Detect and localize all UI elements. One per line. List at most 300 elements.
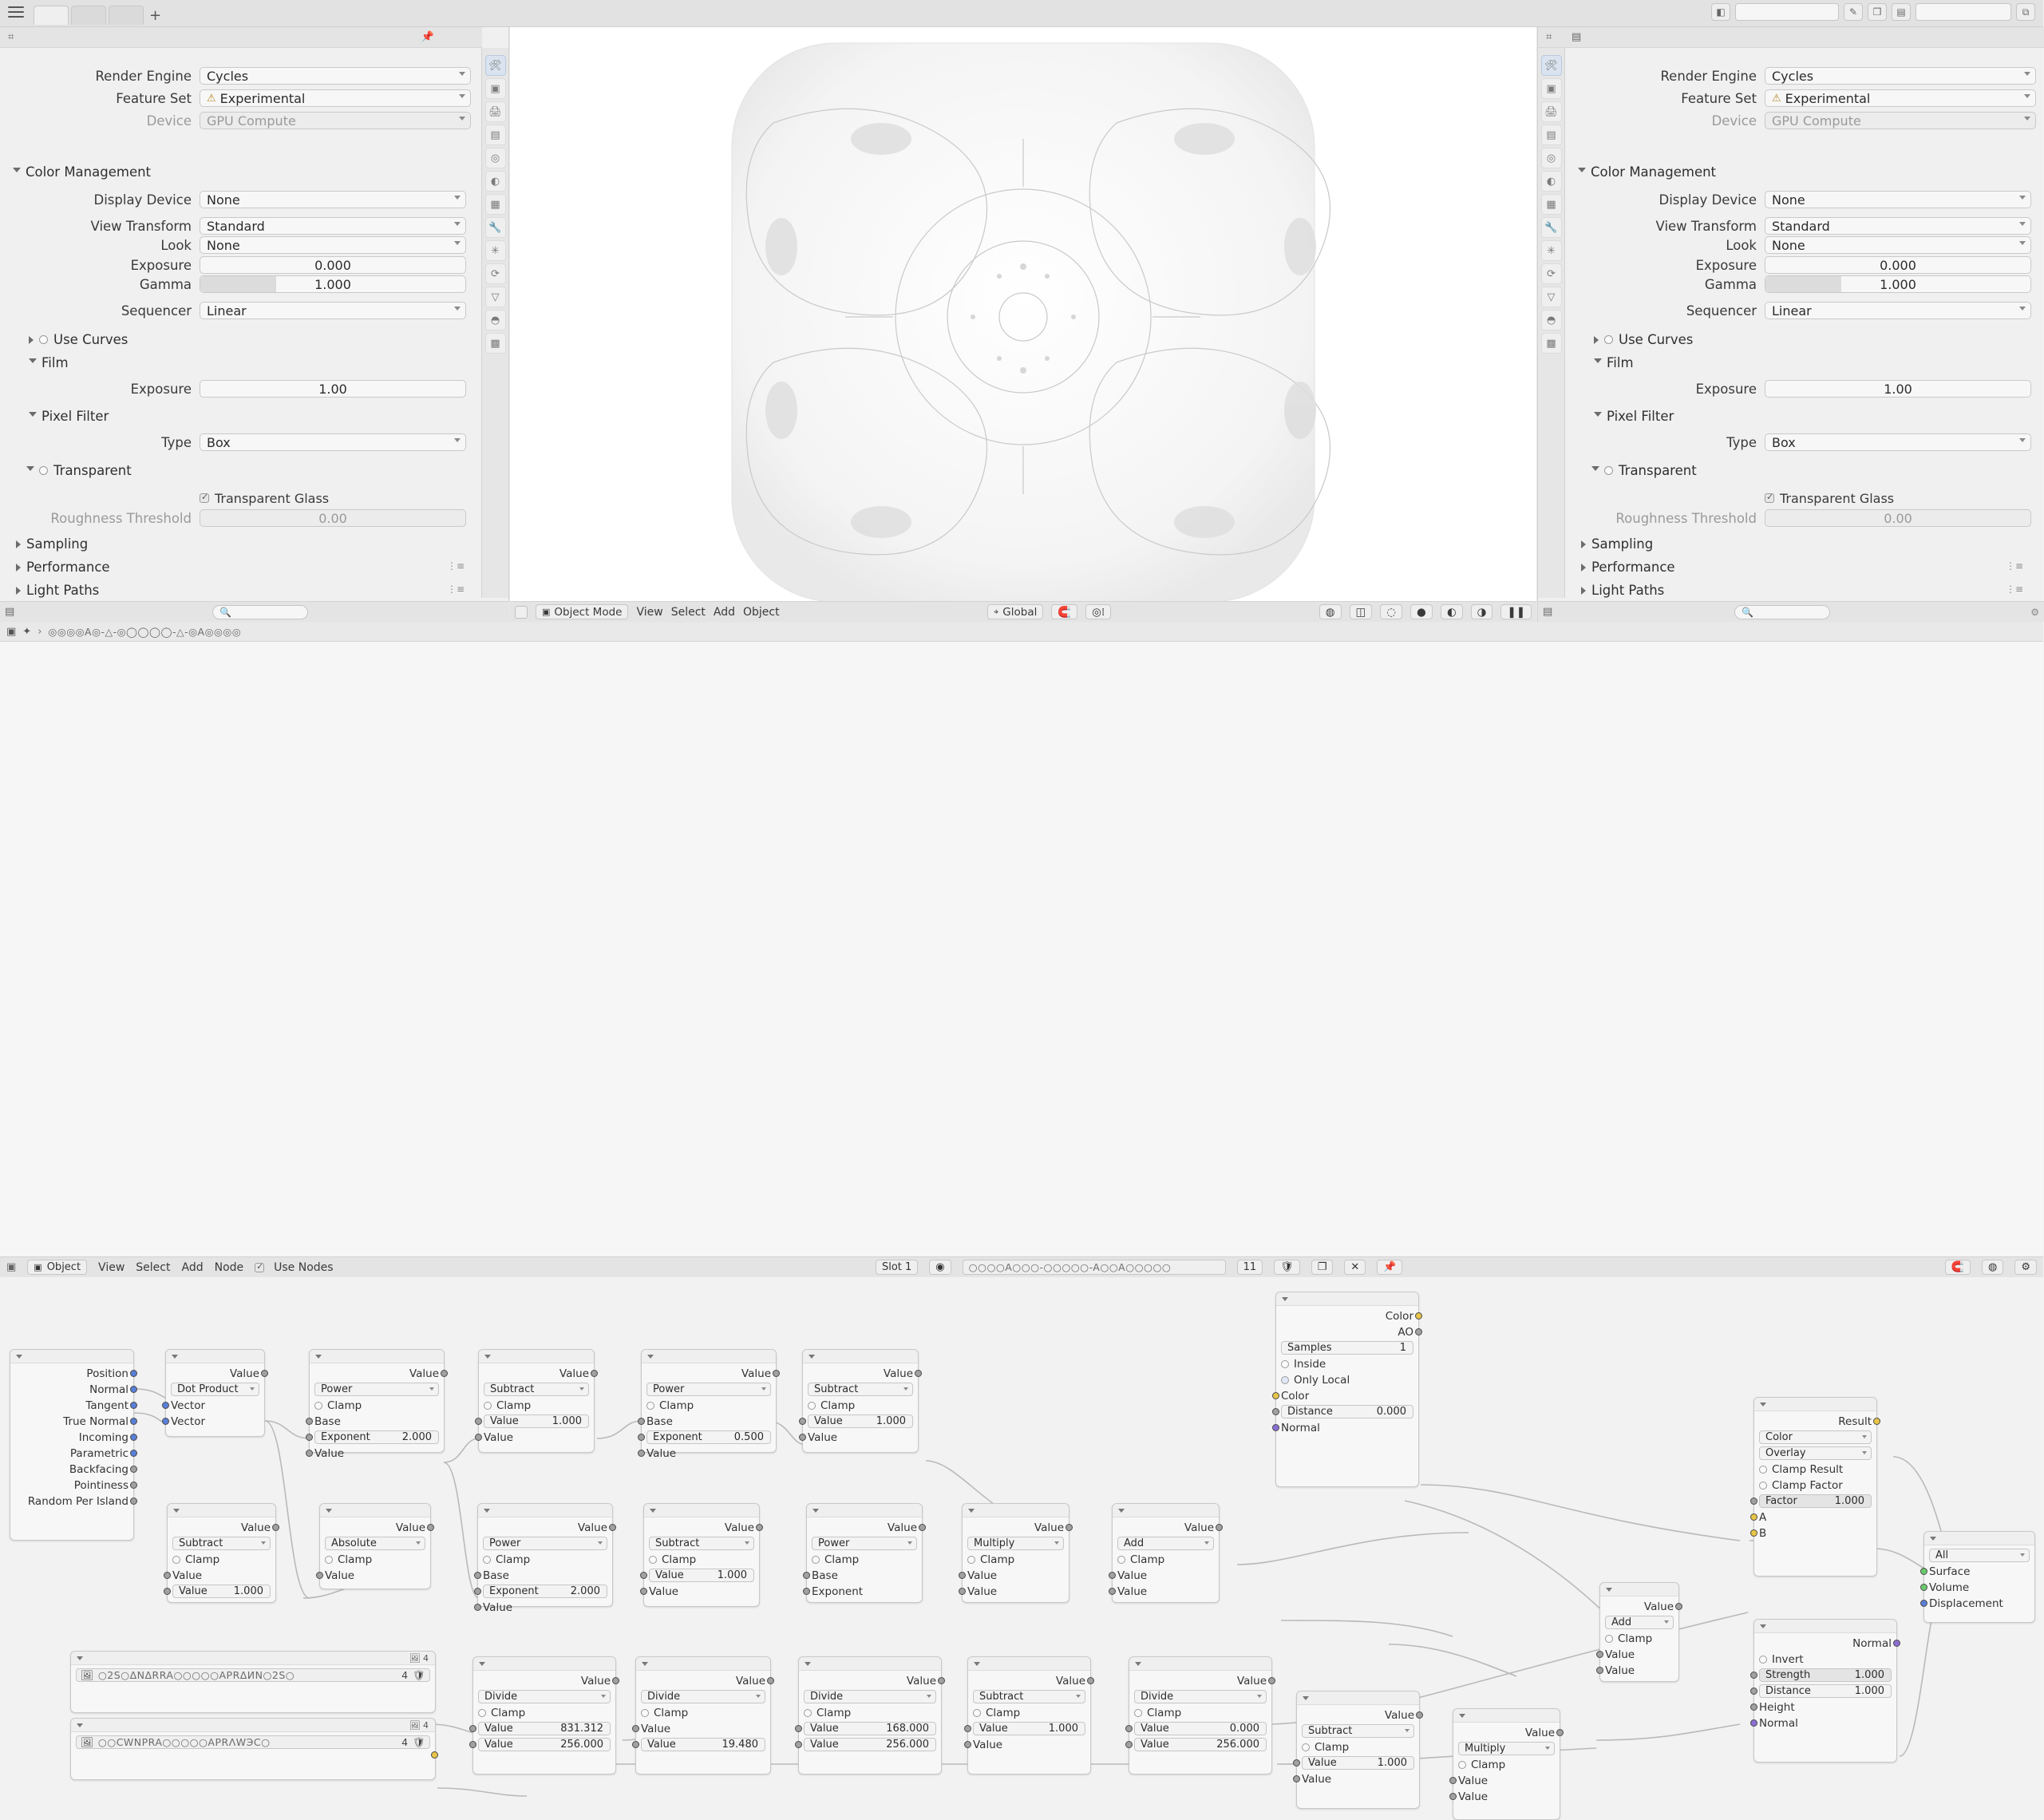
node-header[interactable] bbox=[310, 1350, 444, 1363]
clamp-checkbox[interactable] bbox=[1117, 1556, 1125, 1564]
tab-material-icon[interactable]: ▩ bbox=[1541, 333, 1562, 354]
target-dropdown[interactable] bbox=[1929, 1549, 2030, 1562]
node-header[interactable] bbox=[963, 1504, 1069, 1517]
operation-dropdown[interactable] bbox=[973, 1690, 1085, 1703]
input-b-label: B bbox=[1759, 1526, 1767, 1540]
clamp-checkbox[interactable] bbox=[172, 1556, 180, 1564]
editor-type-icon[interactable]: ▣ bbox=[6, 626, 17, 638]
node-header[interactable] bbox=[1600, 1583, 1678, 1596]
clamp-result-checkbox[interactable] bbox=[1759, 1466, 1767, 1474]
node-header[interactable] bbox=[1113, 1504, 1219, 1517]
factor-field[interactable] bbox=[1759, 1494, 1872, 1508]
value-field-2[interactable] bbox=[1134, 1738, 1267, 1751]
menu-add[interactable]: Add bbox=[713, 605, 735, 619]
clamp-checkbox[interactable] bbox=[973, 1709, 981, 1717]
node-header[interactable] bbox=[807, 1504, 922, 1517]
device-dropdown[interactable] bbox=[1765, 112, 2036, 129]
exponent-value: 2.000 bbox=[401, 1431, 432, 1443]
view-layer-field[interactable] bbox=[1916, 3, 2011, 21]
fake-user-toggle[interactable]: 🛡 bbox=[1274, 1260, 1300, 1275]
tab-world-icon[interactable]: ◐ bbox=[485, 171, 506, 192]
blend-type-dropdown-1[interactable] bbox=[1759, 1430, 1872, 1444]
material-browse-icon[interactable]: ◉ bbox=[929, 1260, 951, 1275]
breadcrumb-material-name[interactable]: ◎◎◎◎A◎-△-◎◯◯◯◯-△-◎A◎◎◎◎ bbox=[48, 626, 242, 638]
pixel-filter-type-dropdown[interactable] bbox=[1765, 433, 2031, 451]
editor-type-icon[interactable] bbox=[515, 606, 528, 619]
value-field-2[interactable] bbox=[641, 1738, 765, 1751]
node-header[interactable] bbox=[478, 1504, 612, 1517]
math-node[interactable] bbox=[309, 1349, 445, 1460]
node-header[interactable] bbox=[473, 1657, 615, 1671]
sampling-section[interactable] bbox=[16, 536, 88, 552]
samples-field[interactable] bbox=[1281, 1341, 1413, 1355]
view-transform-dropdown[interactable] bbox=[200, 217, 466, 235]
warning-icon: ⚠ bbox=[1772, 92, 1781, 105]
math-node[interactable] bbox=[802, 1349, 919, 1453]
node-header[interactable] bbox=[642, 1350, 776, 1363]
image-texture-node-group[interactable] bbox=[70, 1651, 436, 1713]
clamp-label: Clamp bbox=[659, 1399, 694, 1412]
inside-checkbox[interactable] bbox=[1281, 1360, 1289, 1368]
operation-dropdown[interactable] bbox=[808, 1383, 913, 1396]
use-curves-section[interactable] bbox=[1594, 332, 1693, 347]
tab-render-icon[interactable]: ▣ bbox=[485, 78, 506, 99]
tab-viewlayer-icon[interactable]: ▤ bbox=[485, 125, 506, 145]
math-node[interactable] bbox=[798, 1656, 942, 1774]
image-users-icon[interactable]: 🖼 4 bbox=[409, 1653, 429, 1664]
object-mode-dropdown[interactable]: ▣ Object Mode bbox=[536, 604, 628, 619]
proportional-edit-toggle[interactable]: ◎⁞ bbox=[1085, 604, 1111, 619]
menu-view[interactable]: View bbox=[636, 605, 663, 619]
node-header[interactable] bbox=[1754, 1620, 1896, 1633]
film-exposure-field[interactable] bbox=[200, 380, 466, 398]
value-1: 1.000 bbox=[717, 1569, 747, 1581]
transparent-section[interactable] bbox=[26, 463, 132, 478]
image-output-socket[interactable] bbox=[431, 1751, 438, 1759]
color-management-section[interactable] bbox=[1578, 164, 1716, 180]
menu-icon[interactable] bbox=[8, 6, 24, 21]
transparent-glass-label: Transparent Glass bbox=[215, 490, 330, 506]
color-management-section[interactable] bbox=[13, 164, 151, 180]
editor-type-icon[interactable]: ⌗ bbox=[1546, 31, 1552, 43]
math-node[interactable] bbox=[319, 1503, 431, 1589]
link-icon[interactable]: ⧉ bbox=[2016, 3, 2035, 21]
material-output-node[interactable] bbox=[1923, 1531, 2035, 1623]
node-header[interactable] bbox=[636, 1657, 770, 1671]
operation-dropdown[interactable] bbox=[1134, 1690, 1267, 1703]
view-transform-label: View Transform bbox=[90, 218, 192, 234]
tab-constraints-icon[interactable]: ▽ bbox=[1541, 287, 1562, 307]
tab-output-icon[interactable]: 🖨 bbox=[485, 101, 506, 122]
clamp-checkbox[interactable] bbox=[1605, 1635, 1613, 1643]
exponent-field[interactable] bbox=[483, 1585, 607, 1598]
viewlayer-icon[interactable]: ▤ bbox=[1572, 31, 1582, 43]
clamp-checkbox[interactable] bbox=[1458, 1761, 1466, 1769]
math-node[interactable] bbox=[635, 1656, 771, 1774]
clamp-checkbox[interactable] bbox=[1302, 1743, 1310, 1751]
pixel-filter-section[interactable] bbox=[1594, 409, 1674, 424]
node-header[interactable] bbox=[1754, 1398, 1876, 1411]
operation-dropdown[interactable] bbox=[172, 1537, 271, 1550]
look-dropdown[interactable] bbox=[200, 236, 466, 254]
device-dropdown[interactable] bbox=[200, 112, 471, 129]
shader-node-editor[interactable] bbox=[0, 623, 2043, 1803]
feature-set-dropdown[interactable] bbox=[1765, 89, 2036, 107]
value-field-2[interactable] bbox=[478, 1738, 611, 1751]
invert-checkbox[interactable] bbox=[1759, 1656, 1767, 1664]
new-material-button[interactable]: ❐ bbox=[1311, 1260, 1334, 1275]
ambient-occlusion-node[interactable] bbox=[1275, 1292, 1419, 1487]
view-transform-value: Standard bbox=[1772, 218, 1830, 234]
operation-dropdown[interactable] bbox=[1117, 1537, 1214, 1550]
performance-section[interactable] bbox=[16, 560, 110, 575]
view-transform-row bbox=[1565, 217, 2044, 235]
math-node[interactable] bbox=[1129, 1656, 1272, 1774]
mix-rgb-node[interactable] bbox=[1753, 1397, 1877, 1577]
math-node[interactable] bbox=[477, 1503, 613, 1614]
geometry-node[interactable] bbox=[10, 1349, 134, 1541]
image-name[interactable]: ○2S○ΔNΔRRA○○○○○AРRΔИN○2S○ bbox=[97, 1669, 295, 1681]
strength-field[interactable] bbox=[1759, 1668, 1892, 1682]
node-header[interactable] bbox=[803, 1350, 918, 1363]
math-node[interactable] bbox=[967, 1656, 1091, 1774]
math-node[interactable] bbox=[472, 1656, 616, 1774]
exposure-slider[interactable] bbox=[200, 256, 466, 274]
sequencer-dropdown[interactable] bbox=[1765, 302, 2031, 319]
operation-dropdown[interactable] bbox=[1302, 1724, 1414, 1738]
output-ao-label: AO bbox=[1398, 1325, 1413, 1339]
value-field-1[interactable] bbox=[973, 1722, 1085, 1735]
clamp-checkbox[interactable] bbox=[808, 1402, 816, 1410]
math-node[interactable] bbox=[1112, 1503, 1220, 1603]
node-header[interactable] bbox=[10, 1350, 133, 1363]
value-field-1[interactable] bbox=[649, 1569, 754, 1582]
tab-particles-icon[interactable]: ✳ bbox=[1541, 240, 1562, 261]
math-node[interactable] bbox=[1296, 1691, 1420, 1809]
exponent-field[interactable] bbox=[646, 1430, 771, 1444]
math-node[interactable] bbox=[478, 1349, 595, 1453]
clamp-label: Clamp bbox=[654, 1706, 689, 1719]
clamp-label: Clamp bbox=[327, 1399, 362, 1412]
clamp-checkbox[interactable] bbox=[967, 1556, 975, 1564]
shading-solid-icon[interactable]: ● bbox=[1410, 604, 1433, 619]
clamp-checkbox[interactable] bbox=[1134, 1709, 1142, 1717]
blend-type-dropdown-2[interactable] bbox=[1759, 1446, 1872, 1460]
clamp-checkbox[interactable] bbox=[314, 1402, 322, 1410]
menu-add[interactable]: Add bbox=[181, 1260, 204, 1274]
node-header[interactable] bbox=[168, 1504, 275, 1517]
workspace-tab-1[interactable] bbox=[34, 6, 69, 25]
performance-label: Performance bbox=[1591, 560, 1675, 575]
operation-dropdown[interactable] bbox=[812, 1537, 917, 1550]
operation-dropdown[interactable] bbox=[641, 1690, 765, 1703]
pixel-filter-type-value: Box bbox=[207, 434, 231, 450]
operation-dropdown[interactable] bbox=[1605, 1616, 1674, 1629]
roughness-threshold-field[interactable] bbox=[200, 509, 466, 527]
clamp-factor-checkbox[interactable] bbox=[1759, 1482, 1767, 1490]
operation-dropdown[interactable] bbox=[967, 1537, 1064, 1550]
workspace-tab-2[interactable] bbox=[71, 6, 106, 25]
performance-preset-icon[interactable]: ⋮≡ bbox=[446, 560, 465, 572]
menu-view[interactable]: View bbox=[98, 1260, 125, 1274]
material-users-count[interactable] bbox=[1237, 1260, 1263, 1275]
pause-render-button[interactable]: ❚❚ bbox=[1500, 604, 1532, 619]
menu-select[interactable]: Select bbox=[670, 605, 706, 619]
value-label-1: Value bbox=[967, 1569, 998, 1582]
image-name[interactable]: ○○CWNРRA○○○○○AРRΛWЭC○ bbox=[97, 1736, 271, 1748]
tab-viewlayer-icon[interactable]: ▤ bbox=[1541, 125, 1562, 145]
snap-toggle[interactable]: 🧲 bbox=[1051, 604, 1077, 619]
clamp-checkbox[interactable] bbox=[812, 1556, 820, 1564]
tab-object-icon[interactable]: ▦ bbox=[485, 194, 506, 215]
image-users-count[interactable]: 4 bbox=[401, 1669, 409, 1681]
exponent-field[interactable] bbox=[314, 1430, 439, 1444]
properties-search-input[interactable]: 🔍 bbox=[212, 605, 308, 619]
tab-scene-icon[interactable]: ◎ bbox=[1541, 148, 1562, 168]
film-exposure-value: 1.00 bbox=[318, 381, 347, 397]
look-dropdown[interactable] bbox=[1765, 236, 2031, 254]
light-paths-section[interactable] bbox=[16, 583, 99, 598]
viewlayer-icon[interactable]: ▤ bbox=[1892, 3, 1911, 21]
node-header[interactable] bbox=[479, 1350, 594, 1363]
display-device-dropdown[interactable] bbox=[1765, 191, 2031, 208]
operation-dropdown[interactable] bbox=[484, 1383, 589, 1396]
render-engine-dropdown[interactable] bbox=[200, 67, 471, 85]
overlays-icon[interactable]: ◍ bbox=[1982, 1260, 2003, 1275]
tab-particles-icon[interactable]: ✳ bbox=[485, 240, 506, 261]
options-icon[interactable]: ⚙ bbox=[2014, 1260, 2037, 1275]
new-scene-icon[interactable]: ✎ bbox=[1844, 3, 1863, 21]
operation-dropdown[interactable] bbox=[1458, 1742, 1555, 1755]
viewport-3d[interactable] bbox=[510, 27, 1536, 622]
performance-preset-icon[interactable]: ⋮≡ bbox=[2005, 560, 2023, 572]
operation-dropdown[interactable] bbox=[478, 1690, 611, 1703]
sampling-section[interactable] bbox=[1581, 536, 1653, 552]
use-curves-section[interactable] bbox=[29, 332, 128, 347]
shading-wireframe-icon[interactable]: ◌ bbox=[1380, 604, 1402, 619]
value-label-1: Value bbox=[490, 1415, 519, 1427]
output-value-label: Value bbox=[240, 1521, 271, 1534]
xray-toggle[interactable]: ◫ bbox=[1350, 604, 1373, 619]
editor-type-selector-icon[interactable]: ▤ bbox=[5, 606, 15, 618]
orientation-label: Global bbox=[1002, 605, 1038, 619]
node-header[interactable] bbox=[166, 1350, 264, 1363]
properties-search-input[interactable]: 🔍 bbox=[1734, 605, 1830, 619]
node-header[interactable] bbox=[968, 1657, 1090, 1671]
node-header[interactable] bbox=[1924, 1532, 2034, 1545]
value-field-2[interactable] bbox=[804, 1738, 936, 1751]
copy-scene-icon[interactable]: ❐ bbox=[1868, 3, 1887, 21]
operation-dropdown[interactable] bbox=[483, 1537, 607, 1550]
performance-section[interactable] bbox=[1581, 560, 1675, 575]
light-paths-preset-icon[interactable]: ⋮≡ bbox=[446, 584, 465, 595]
view-transform-row bbox=[0, 217, 479, 235]
light-paths-section[interactable] bbox=[1581, 583, 1664, 598]
scene-icon[interactable]: ◧ bbox=[1711, 3, 1730, 21]
pixel-filter-label: Pixel Filter bbox=[42, 409, 109, 424]
clamp-checkbox[interactable] bbox=[649, 1556, 657, 1564]
pixel-filter-type-row bbox=[1565, 433, 2044, 451]
gamma-slider[interactable] bbox=[200, 275, 466, 293]
value-label-1: Value bbox=[979, 1723, 1008, 1735]
image-users-count[interactable]: 4 bbox=[401, 1736, 409, 1748]
node-header[interactable] bbox=[71, 1652, 435, 1665]
tab-physics-icon[interactable]: ⟳ bbox=[1541, 263, 1562, 284]
math-node[interactable] bbox=[167, 1503, 276, 1603]
bump-node[interactable] bbox=[1753, 1619, 1897, 1763]
tab-tool-icon[interactable]: 🛠 bbox=[485, 55, 506, 76]
node-header[interactable] bbox=[1453, 1709, 1560, 1723]
math-node[interactable] bbox=[643, 1503, 760, 1607]
node-header[interactable] bbox=[799, 1657, 941, 1671]
math-node[interactable] bbox=[641, 1349, 777, 1460]
operation-dropdown[interactable] bbox=[325, 1537, 425, 1550]
node-header[interactable] bbox=[320, 1504, 430, 1517]
sampling-label: Sampling bbox=[1591, 536, 1654, 552]
viewport-overlays-toggle[interactable]: ◍ bbox=[1319, 604, 1342, 619]
clamp-checkbox[interactable] bbox=[641, 1709, 649, 1717]
pin-icon[interactable]: 📌 bbox=[1377, 1260, 1402, 1275]
value-field-1[interactable] bbox=[808, 1414, 913, 1428]
material-name-field[interactable] bbox=[963, 1260, 1226, 1275]
menu-node[interactable]: Node bbox=[214, 1260, 244, 1274]
roughness-threshold-field[interactable] bbox=[1765, 509, 2031, 527]
tab-modifier-icon[interactable]: 🔧 bbox=[485, 217, 506, 238]
tab-scene-icon[interactable]: ◎ bbox=[485, 148, 506, 168]
slot-dropdown[interactable] bbox=[876, 1260, 918, 1275]
film-exposure-field[interactable] bbox=[1765, 380, 2031, 398]
editor-type-selector-icon[interactable]: ▤ bbox=[1543, 606, 1553, 618]
tab-render-icon[interactable]: ▣ bbox=[1541, 78, 1562, 99]
scene-name-field[interactable] bbox=[1735, 3, 1839, 21]
film-section[interactable] bbox=[1594, 355, 1634, 370]
only-local-checkbox[interactable] bbox=[1281, 1376, 1289, 1384]
pixel-filter-section[interactable] bbox=[29, 409, 109, 424]
pixel-filter-type-dropdown[interactable] bbox=[200, 433, 466, 451]
exposure-label: Exposure bbox=[130, 257, 192, 273]
film-section[interactable] bbox=[29, 355, 69, 370]
display-device-dropdown[interactable] bbox=[200, 191, 466, 208]
value-field-1[interactable] bbox=[804, 1722, 936, 1735]
render-engine-value: Cycles bbox=[207, 68, 249, 84]
transform-orientation-dropdown[interactable]: ⌖ Global bbox=[987, 604, 1043, 619]
tab-physics-icon[interactable]: ⟳ bbox=[485, 263, 506, 284]
transparent-label: Transparent bbox=[53, 463, 132, 478]
clamp-checkbox[interactable] bbox=[484, 1402, 492, 1410]
operation-dropdown[interactable] bbox=[804, 1690, 936, 1703]
clamp-checkbox[interactable] bbox=[483, 1556, 491, 1564]
editor-type-icon[interactable]: ▣ bbox=[6, 1261, 17, 1273]
shader-type-icon[interactable]: ✦ bbox=[22, 626, 32, 638]
workspace-tab-3[interactable] bbox=[109, 6, 144, 25]
distance-field[interactable] bbox=[1281, 1405, 1413, 1418]
tab-tool-icon[interactable]: 🛠 bbox=[1541, 55, 1562, 76]
image-texture-node-group-2[interactable] bbox=[70, 1718, 436, 1780]
node-header[interactable] bbox=[71, 1719, 435, 1732]
shield-icon[interactable]: 🛡 bbox=[413, 1668, 425, 1681]
operation-dropdown[interactable] bbox=[646, 1383, 771, 1396]
menu-select[interactable]: Select bbox=[136, 1260, 171, 1274]
sequencer-dropdown[interactable] bbox=[200, 302, 466, 319]
node-header[interactable] bbox=[1276, 1292, 1418, 1306]
distance-field[interactable] bbox=[1759, 1684, 1892, 1698]
operation-dropdown[interactable] bbox=[171, 1383, 259, 1396]
pixel-filter-type-label: Type bbox=[1726, 434, 1757, 450]
tab-object-icon[interactable]: ▦ bbox=[1541, 194, 1562, 215]
value-field-2[interactable] bbox=[172, 1585, 271, 1598]
tab-world-icon[interactable]: ◐ bbox=[1541, 171, 1562, 192]
node-header[interactable] bbox=[1297, 1691, 1419, 1705]
tab-constraints-icon[interactable]: ▽ bbox=[485, 287, 506, 307]
math-node[interactable] bbox=[1599, 1582, 1679, 1682]
value-field-1[interactable] bbox=[478, 1722, 611, 1735]
tab-material-icon[interactable]: ▩ bbox=[485, 333, 506, 354]
snap-icon[interactable]: 🧲 bbox=[1945, 1260, 1971, 1275]
exposure-label: Exposure bbox=[1695, 257, 1757, 273]
node-header[interactable] bbox=[644, 1504, 759, 1517]
shader-type-dropdown[interactable]: ▣ Object bbox=[27, 1260, 87, 1275]
add-workspace-button[interactable]: + bbox=[149, 7, 162, 24]
options-icon[interactable]: ⚙ bbox=[2030, 606, 2039, 618]
value-field-1[interactable] bbox=[1302, 1756, 1414, 1770]
image-users-icon[interactable]: 🖼 4 bbox=[409, 1720, 429, 1731]
shading-rendered-icon[interactable]: ◑ bbox=[1471, 604, 1493, 619]
transparent-section[interactable] bbox=[1591, 463, 1697, 478]
operation-dropdown[interactable] bbox=[314, 1383, 439, 1396]
operation-dropdown[interactable] bbox=[649, 1537, 754, 1550]
math-node[interactable] bbox=[1453, 1708, 1560, 1820]
view-transform-dropdown[interactable] bbox=[1765, 217, 2031, 235]
shading-material-icon[interactable]: ◐ bbox=[1441, 604, 1463, 619]
tab-modifier-icon[interactable]: 🔧 bbox=[1541, 217, 1562, 238]
menu-object[interactable]: Object bbox=[743, 605, 780, 619]
pin-icon[interactable]: 📌 bbox=[421, 31, 434, 43]
tab-output-icon[interactable]: 🖨 bbox=[1541, 101, 1562, 122]
operation-value: Power bbox=[489, 1537, 521, 1549]
value-label-1: Value bbox=[655, 1569, 684, 1581]
vector-math-node[interactable] bbox=[165, 1349, 265, 1437]
clamp-checkbox[interactable] bbox=[478, 1709, 486, 1717]
node-header[interactable] bbox=[1129, 1657, 1271, 1671]
exposure-slider[interactable] bbox=[1765, 256, 2031, 274]
gamma-slider[interactable] bbox=[1765, 275, 2031, 293]
tab-data-icon[interactable]: ◓ bbox=[1541, 310, 1562, 330]
value-field-1[interactable] bbox=[484, 1414, 589, 1428]
transparent-glass-checkbox[interactable] bbox=[200, 493, 209, 503]
light-paths-preset-icon[interactable]: ⋮≡ bbox=[2005, 584, 2023, 595]
transparent-glass-checkbox[interactable] bbox=[1765, 493, 1774, 503]
math-node[interactable] bbox=[962, 1503, 1069, 1603]
editor-type-icon[interactable]: ⌗ bbox=[8, 31, 14, 43]
sequencer-row bbox=[1565, 302, 2044, 319]
render-engine-dropdown[interactable] bbox=[1765, 67, 2036, 85]
clamp-checkbox[interactable] bbox=[646, 1402, 654, 1410]
output-value-label: Value bbox=[1643, 1600, 1674, 1613]
clamp-checkbox[interactable] bbox=[804, 1709, 812, 1717]
value-label-1: Value bbox=[172, 1569, 203, 1582]
value-field-1[interactable] bbox=[1134, 1722, 1267, 1735]
clamp-checkbox[interactable] bbox=[325, 1556, 333, 1564]
unlink-material-button[interactable]: ✕ bbox=[1344, 1260, 1366, 1275]
use-nodes-checkbox[interactable] bbox=[255, 1263, 264, 1272]
exposure-value: 0.000 bbox=[314, 257, 351, 273]
value-label-2: Value bbox=[647, 1739, 676, 1751]
tab-data-icon[interactable]: ◓ bbox=[485, 310, 506, 330]
feature-set-dropdown[interactable] bbox=[200, 89, 471, 107]
math-node[interactable] bbox=[806, 1503, 923, 1603]
shield-icon[interactable]: 🛡 bbox=[413, 1735, 425, 1748]
input-color-label: Color bbox=[1281, 1389, 1310, 1403]
